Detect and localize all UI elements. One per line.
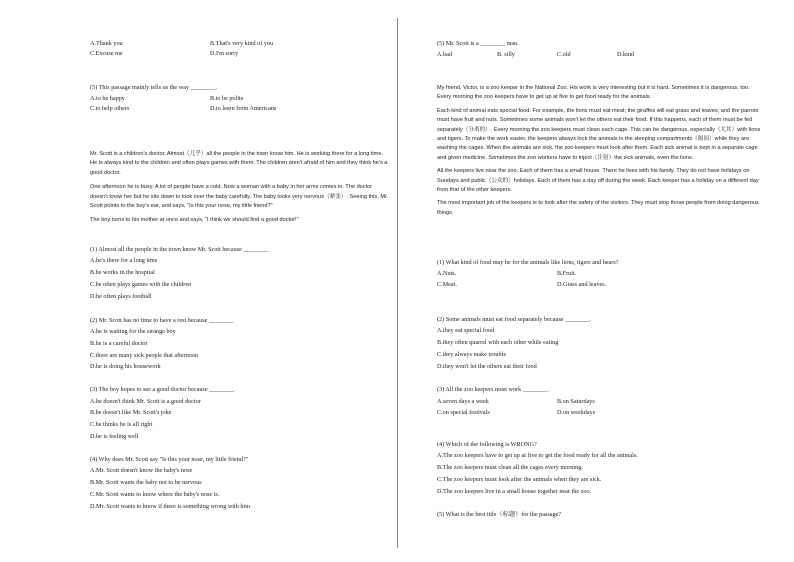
passage-paragraph: One afternoon he is busy. A lot of people have a cold. Now a woman with a baby in her arms comes in. The doctor doesn't know her but he sits down to look over the baby carefully. The baby looks very nervous（紧张）. Seeing this, Mr. Scott points to the boy's ear, and says, "Is this your nose, my little friend?"	[90, 184, 389, 210]
option-d[interactable]: D.he often plays football	[90, 293, 152, 300]
question-stem: (5) Mr. Scott is a ________ man.	[437, 40, 519, 47]
passage-paragraph: The most important job of the keepers is to look after the safety of the visitors. They must stop those people from doing dangerous things.	[437, 200, 759, 216]
question-stem: (5) This passage mainly tells us the way ________.	[90, 84, 217, 91]
option-a[interactable]: A.he is waiting for the strange boy	[90, 328, 176, 335]
question-stem: (4) Why does Mr. Scott say "Is this your nose, my little friend?"	[90, 456, 249, 463]
reading-passage-doctor	[90, 150, 390, 226]
option-a[interactable]: A.bad	[437, 51, 452, 58]
passage-paragraph: Mr. Scott is a children's doctor. Almost（几乎）all the people in the town know him. He is working there for a long time. He is always kind to the children and often plays games with them. The children aren't afraid of him and they think he's a good doctor.	[90, 151, 388, 176]
option-c[interactable]: C.The zoo keepers must look after the animals when they are sick.	[437, 476, 602, 483]
option-a[interactable]: A.they eat special food	[437, 327, 495, 334]
option-b[interactable]: B.he doesn't like Mr. Scott's joke	[90, 409, 172, 416]
option-d[interactable]: D.to learn from Americans	[210, 105, 277, 112]
option-b[interactable]: B.to be polite	[210, 95, 244, 102]
question-stem: (5) What is the best title（标题）for the passage?	[437, 511, 562, 518]
question-stem: (3) The boy hopes to see a good doctor because ________.	[90, 386, 236, 393]
option-b[interactable]: B.they often quarrel with each other while eating	[437, 339, 559, 346]
passage-paragraph: All the keepers live near the zoo. Each of them has a small house. There he lives with his family. They do not have holidays on Sundays and public（公众的）holidays. Each of them has a day off during the week. Each keeper has a holiday on a different day from that of the other keepers.	[437, 168, 759, 194]
reading-passage-zoo	[437, 84, 763, 218]
passage-paragraph: My friend, Victor, is a zoo keeper in the National Zoo. His work is very interesting but it is hard. Sometimes it is dangerous, too. Every morning the zoo keepers have to get up at five to get food ready for the animals.	[437, 85, 750, 101]
option-a[interactable]: A.seven days a week	[437, 398, 489, 405]
option-b[interactable]: B.That's very kind of you	[210, 40, 274, 47]
option-b[interactable]: B.The zoo keepers must clean all the cages every morning.	[437, 464, 583, 471]
passage-paragraph: Each kind of animal eats special food. For example, the lions must eat meat; the giraffes will eat grass and leaves; and the parrots must have fruit and nuts. Sometimes some animals won't let the others eat their food. If this happens, each of them must be fed separately（分离的）. Every morning the zoo keepers must clean each cage. This can be dangerous, especially（尤其）with lions and tigers. To make the work easier, the keepers always lock the animals in the sleeping compartments（隔间）while they are washing the cages. When the animals are sick, the zoo keepers must look after them. Each sick animal is kept in a separate cage and given medicine. Sometimes the zoo workers have to inject（注射）the sick animals, even the lions.	[437, 107, 761, 161]
option-c[interactable]: C.there are many sick people that afternoon	[90, 352, 199, 359]
option-d[interactable]: D.kind	[617, 51, 635, 58]
option-c[interactable]: C.Meat.	[437, 281, 457, 288]
option-b[interactable]: B.Mr. Scott wants the baby not to be nervous	[90, 479, 202, 486]
option-a[interactable]: A.he's there for a long time	[90, 257, 158, 264]
option-d[interactable]: D.Grass and leaves.	[557, 281, 607, 288]
option-c[interactable]: C.to help others	[90, 105, 130, 112]
option-c[interactable]: C.he often plays games with the children	[90, 281, 192, 288]
option-d[interactable]: D.on weekdays	[557, 409, 596, 416]
option-b[interactable]: B.on Saturdays	[557, 398, 595, 405]
option-c[interactable]: C.old	[557, 51, 571, 58]
option-a[interactable]: A.Mr. Scott doesn't know the baby's nose	[90, 467, 193, 474]
option-d[interactable]: D.he is doing his housework	[90, 363, 161, 370]
question-stem: (2) Some animals must eat food separately because ________.	[437, 316, 592, 323]
option-b[interactable]: B.he works in the hospital	[90, 269, 155, 276]
option-c[interactable]: C.he thinks he is all right	[90, 421, 153, 428]
option-d[interactable]: D.The zoo keepers live in a small house together near the zoo.	[437, 488, 592, 495]
option-c[interactable]: C.on special festivals	[437, 409, 490, 416]
option-a[interactable]: A.The zoo keepers have to get up at five to get the food ready for all the animals.	[437, 452, 638, 459]
question-stem: (1) What kind of food may be for the animals like lions, tigers and bears?	[437, 259, 619, 266]
option-c[interactable]: C.Excuse me	[90, 50, 123, 57]
passage-paragraph: The boy turns to his mother at once and says, "I think we should find a good doctor!"	[90, 217, 299, 224]
page-divider	[397, 18, 398, 548]
option-d[interactable]: D.he is feeling well	[90, 433, 139, 440]
option-c[interactable]: C.they always make trouble	[437, 351, 507, 358]
option-b[interactable]: B.Fruit.	[557, 270, 577, 277]
option-d[interactable]: D.Mr. Scott wants to know if there is something wrong with him	[90, 503, 251, 510]
option-a[interactable]: A.he doesn't think Mr. Scott is a good doctor	[90, 398, 201, 405]
option-a[interactable]: A.Thank you	[90, 40, 123, 47]
option-a[interactable]: A.to be happy	[90, 95, 125, 102]
option-d[interactable]: D.I'm sorry	[210, 50, 239, 57]
option-b[interactable]: B. silly	[497, 51, 515, 58]
option-c[interactable]: C.Mr. Scott wants to know where the baby's nose is.	[90, 491, 220, 498]
option-a[interactable]: A.Nuts.	[437, 270, 457, 277]
question-stem: (2) Mr. Scott has no time to have a rest because ________	[90, 317, 234, 324]
question-stem: (3) All the zoo keepers must work ________.	[437, 386, 550, 393]
question-stem: (1) Almost all the people in the town know Mr. Scott because ________	[90, 246, 269, 253]
option-b[interactable]: B.he is a careful doctor	[90, 340, 148, 347]
option-d[interactable]: D.they won't let the others eat their food	[437, 363, 537, 370]
question-stem: (4) Which of the following is WRONG?	[437, 441, 537, 448]
